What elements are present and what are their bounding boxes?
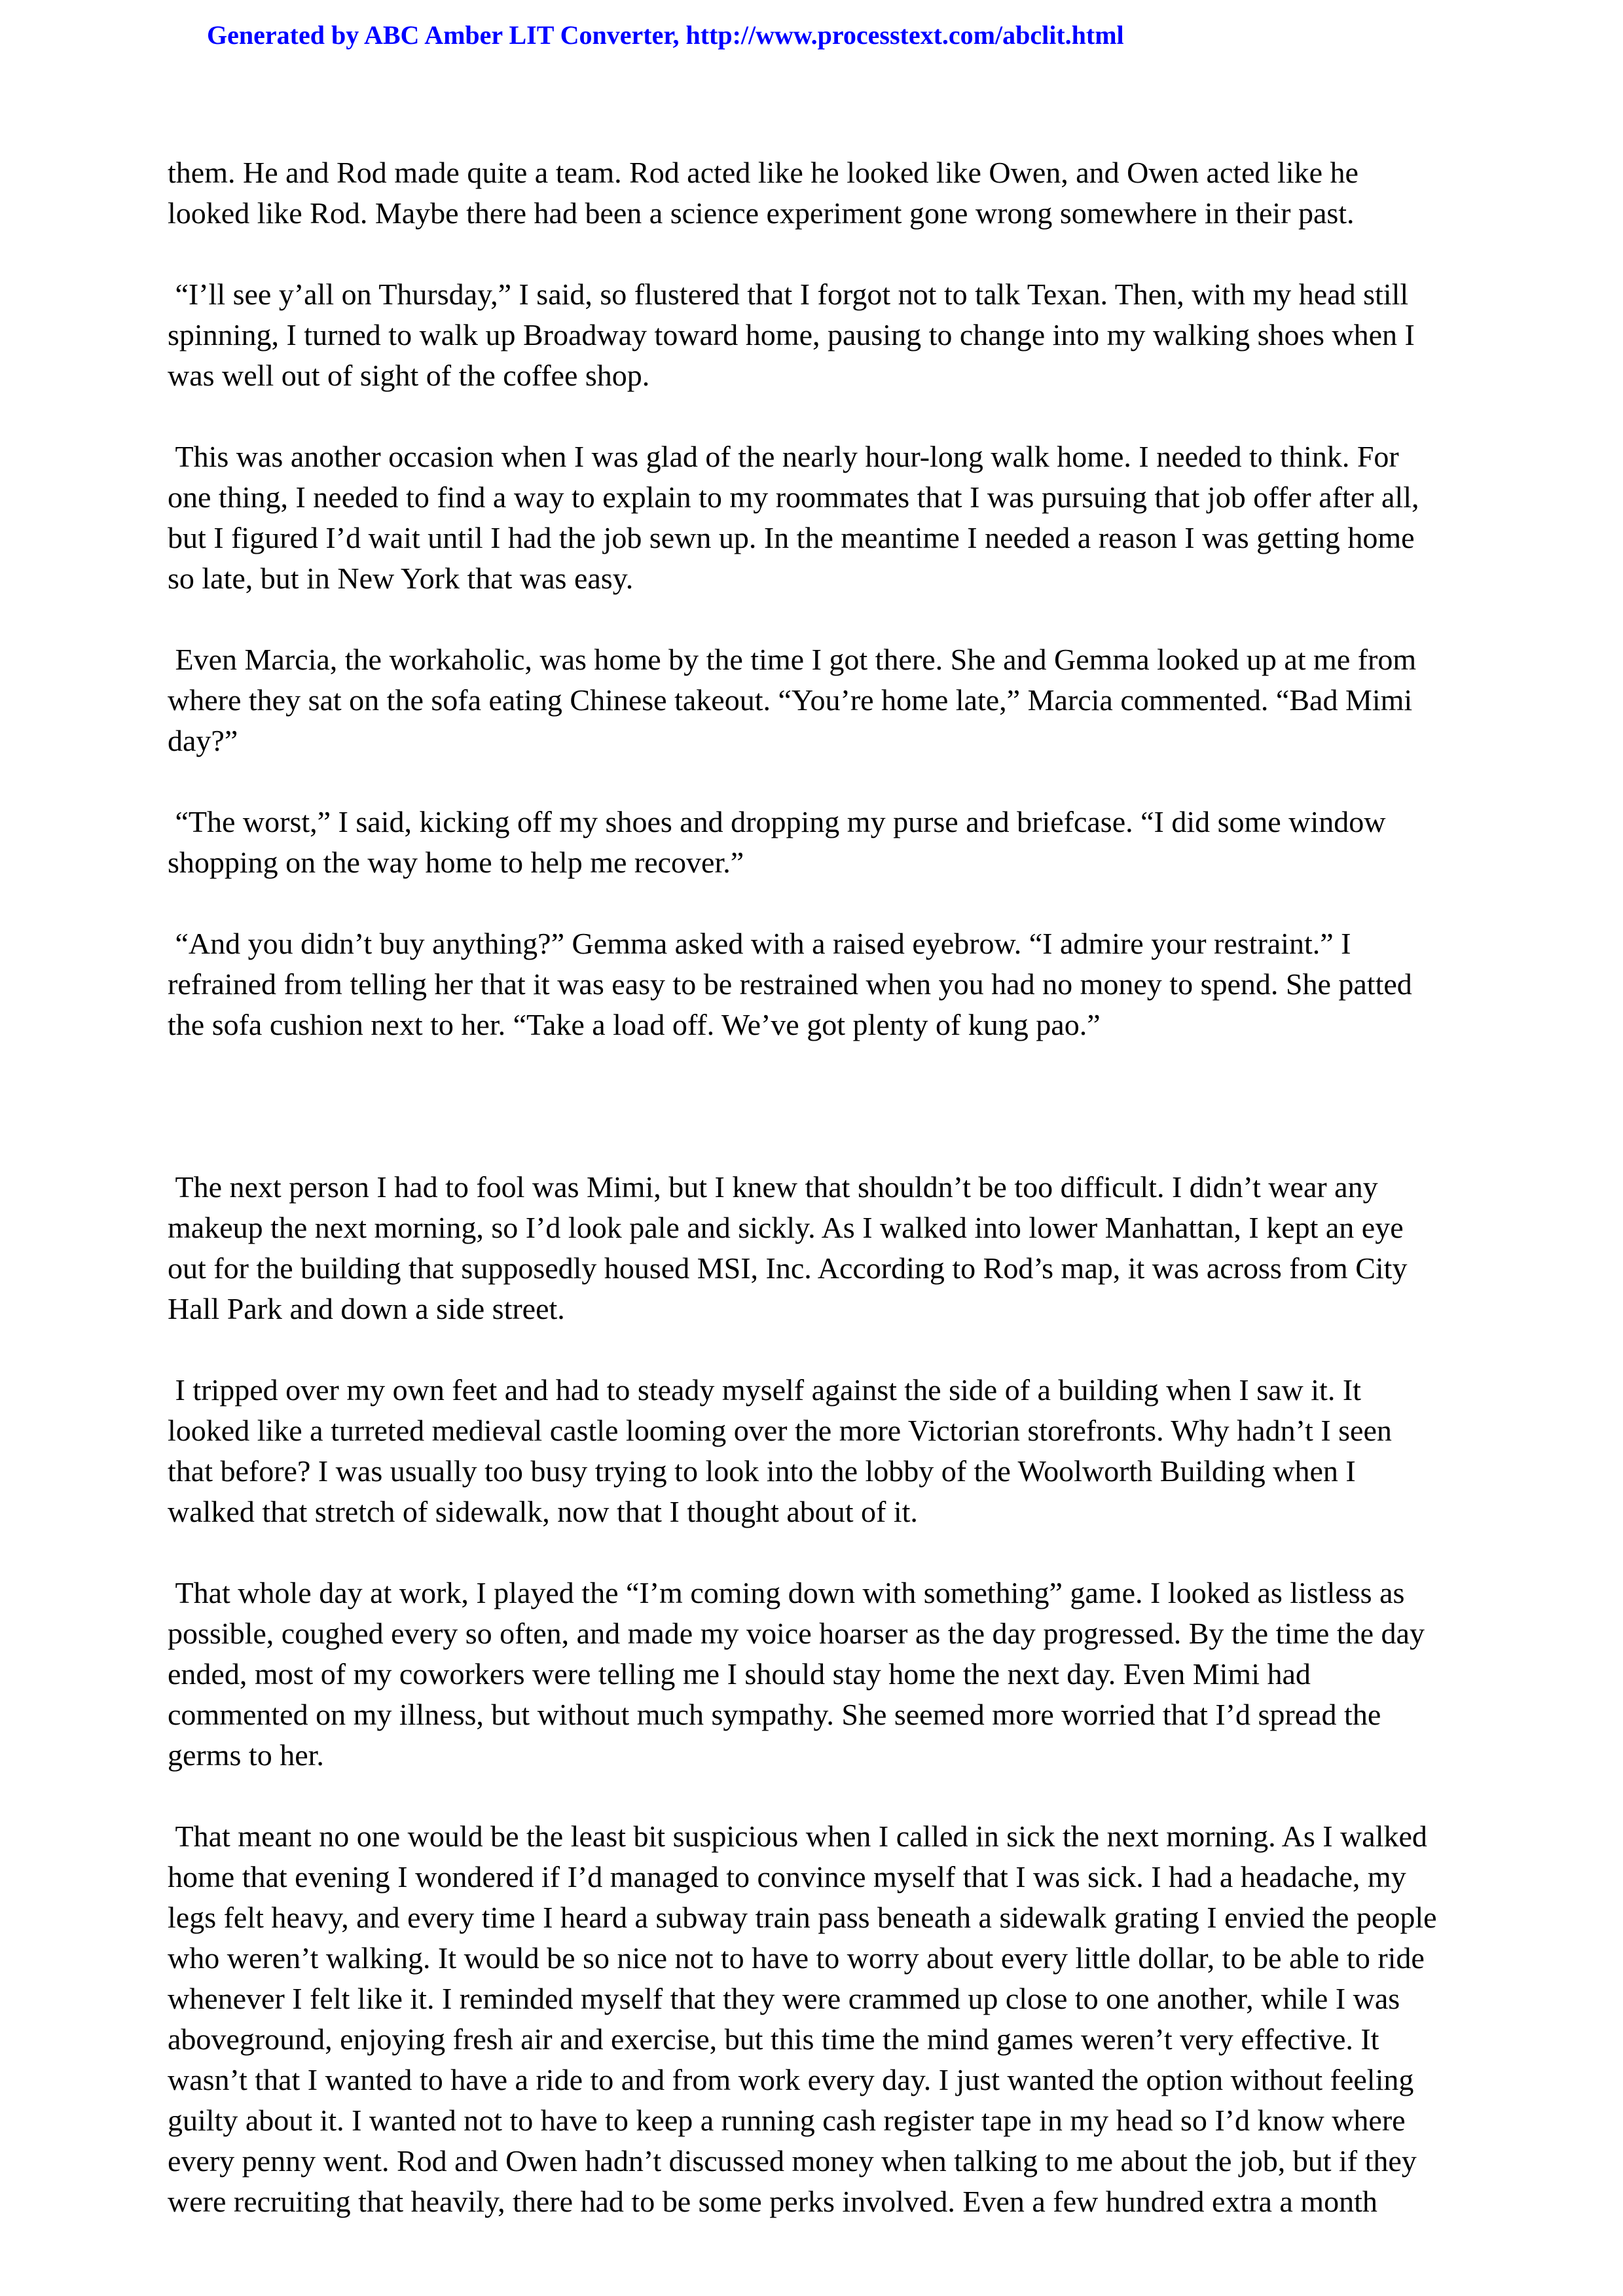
paragraph-5: “The worst,” I said, kicking off my shoes and dropping my purse and briefcase. “I did some window shopping on the way home to help me recover.” bbox=[168, 805, 1386, 879]
paragraph-spacer bbox=[168, 761, 1484, 802]
paragraph-spacer bbox=[168, 1776, 1484, 1816]
converter-header-link[interactable]: Generated by ABC Amber LIT Converter, http://www.processtext.com/abclit.html bbox=[207, 20, 1124, 50]
paragraph-6: “And you didn’t buy anything?” Gemma asked with a raised eyebrow. “I admire your restraint.” I refrained from telling her that it was easy to be restrained when you had no money to spend. She patted the sofa cushion next to her. “Take a load off. We’ve got plenty of kung pao.” bbox=[168, 927, 1412, 1041]
paragraph-spacer bbox=[168, 599, 1484, 639]
document-body bbox=[168, 152, 1484, 2222]
section-break bbox=[168, 1045, 1484, 1167]
paragraph-9: That whole day at work, I played the “I’m coming down with something” game. I looked as listless as possible, coughed every so often, and made my voice hoarser as the day progressed. By the time the day ended, most of my coworkers were telling me I should stay home the next day. Even Mimi had commented on my illness, but without much sympathy. She seemed more worried that I’d spread the germs to her. bbox=[168, 1576, 1425, 1772]
paragraph-4: Even Marcia, the workaholic, was home by the time I got there. She and Gemma looked up at me from where they sat on the sofa eating Chinese takeout. “You’re home late,” Marcia commented. “Bad Mimi day?” bbox=[168, 643, 1417, 757]
paragraph-8: I tripped over my own feet and had to steady myself against the side of a building when I saw it. It looked like a turreted medieval castle looming over the more Victorian storefronts. Why hadn’t I seen that before? I was usually too busy trying to look into the lobby of the Woolworth Building when I walked that stretch of sidewalk, now that I thought about of it. bbox=[168, 1373, 1392, 1528]
paragraph-spacer bbox=[168, 1329, 1484, 1370]
paragraph-1: them. He and Rod made quite a team. Rod acted like he looked like Owen, and Owen acted like he looked like Rod. Maybe there had been a science experiment gone wrong somewhere in their past. bbox=[168, 156, 1359, 230]
paragraph-3: This was another occasion when I was glad of the nearly hour-long walk home. I needed to think. For one thing, I needed to find a way to explain to my roommates that I was pursuing that job offer after all, but I figured I’d wait until I had the job sewn up. In the meantime I needed a reason I was getting home so late, but in New York that was easy. bbox=[168, 440, 1419, 595]
paragraph-spacer bbox=[168, 1532, 1484, 1573]
paragraph-spacer bbox=[168, 396, 1484, 437]
paragraph-7: The next person I had to fool was Mimi, but I knew that shouldn’t be too difficult. I didn’t wear any makeup the next morning, so I’d look pale and sickly. As I walked into lower Manhattan, I kept an eye out for the building that supposedly housed MSI, Inc. According to Rod’s map, it was across from City Hall Park and down a side street. bbox=[168, 1170, 1408, 1325]
paragraph-2: “I’ll see y’all on Thursday,” I said, so flustered that I forgot not to talk Texan. Then, with my head still spinning, I turned to walk up Broadway toward home, pausing to change into my walking shoes when I was well out of sight of the coffee shop. bbox=[168, 278, 1415, 392]
paragraph-spacer bbox=[168, 883, 1484, 924]
paragraph-10: That meant no one would be the least bit suspicious when I called in sick the next morning. As I walked home that evening I wondered if I’d managed to convince myself that I was sick. I had a headache, my legs felt heavy, and every time I heard a subway train pass beneath a sidewalk grating I envied the people who weren’t walking. It would be so nice not to have to worry about every little dollar, to be able to ride whenever I felt like it. I reminded myself that they were crammed up close to one another, while I was aboveground, enjoying fresh air and exercise, but this time the mind games weren’t very effective. It wasn’t that I wanted to have a ride to and from work every day. I just wanted the option without feeling guilty about it. I wanted not to have to keep a running cash register tape in my head so I’d know where every penny went. Rod and Owen hadn’t discussed money when talking to me about the job, but if they were recruiting that heavily, there had to be some perks involved. Even a few hundred extra a month bbox=[168, 1820, 1437, 2218]
paragraph-spacer bbox=[168, 234, 1484, 274]
